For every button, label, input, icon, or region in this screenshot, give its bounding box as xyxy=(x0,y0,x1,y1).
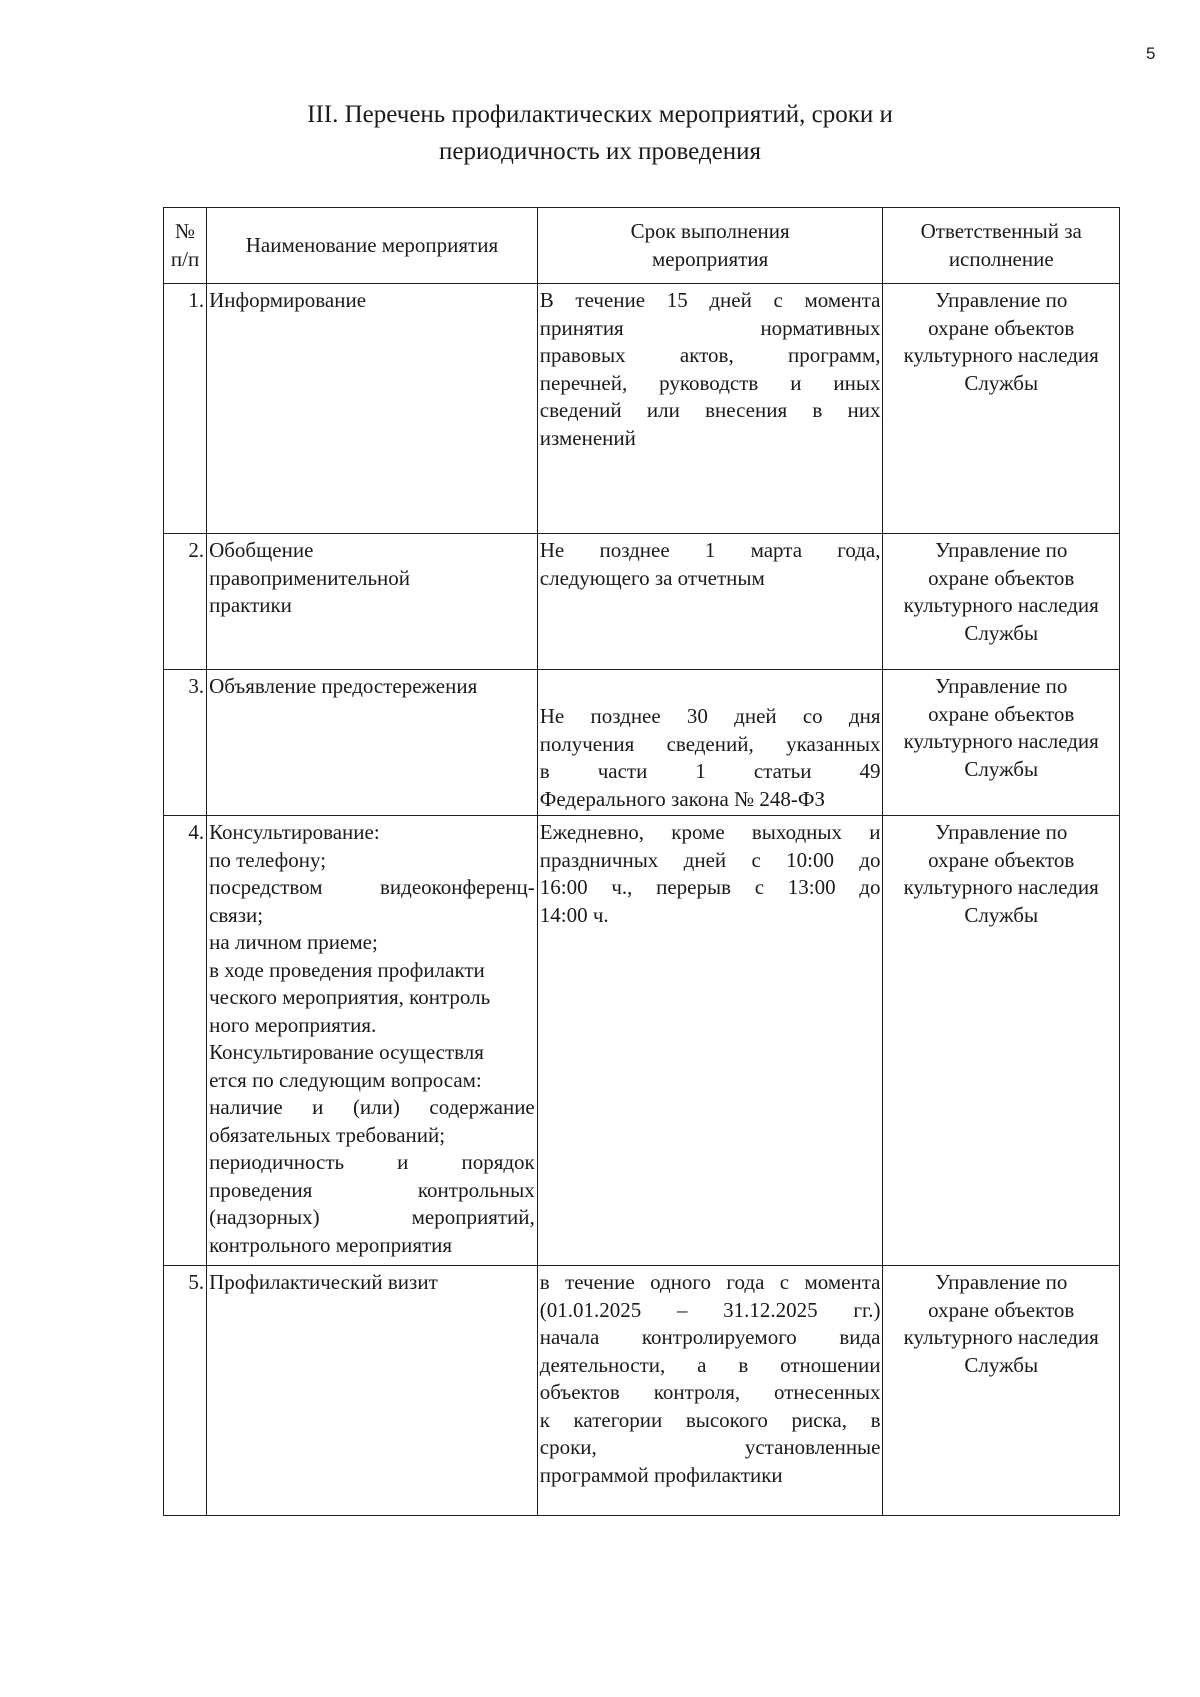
header-responsible xyxy=(883,208,1120,284)
term-line: принятия нормативных xyxy=(539,315,881,340)
responsible-line: Службы xyxy=(964,1352,1039,1377)
responsible-line: культурного наследия xyxy=(903,875,1099,899)
table-row xyxy=(164,1266,1120,1516)
term-line: объектов контроля, отнесенных xyxy=(539,1380,881,1404)
term-line: изменений xyxy=(539,425,636,450)
responsible-line: охране объектов xyxy=(928,1297,1075,1322)
row-term xyxy=(537,534,883,670)
event-name-line: Информирование xyxy=(209,288,367,312)
table-header-row xyxy=(164,208,1120,284)
responsible-line: охране объектов xyxy=(928,315,1075,340)
section-title-line-1: III. Перечень профилактических мероприятий, сроки и xyxy=(307,101,893,128)
responsible-line: Управление по xyxy=(935,820,1068,844)
responsible-line: охране объектов xyxy=(928,701,1075,726)
row-responsible xyxy=(883,1266,1120,1516)
term-line: в течение одного года с момента xyxy=(539,1270,881,1294)
row-term xyxy=(537,670,883,816)
row-responsible xyxy=(883,284,1120,534)
term-line: программой профилактики xyxy=(539,1462,783,1487)
row-event-name xyxy=(207,670,538,816)
header-term-line-2: мероприятия xyxy=(651,246,769,271)
responsible-line: охране объектов xyxy=(928,847,1075,872)
table-row xyxy=(164,284,1120,534)
event-name-line: ческого мероприятия, контроль xyxy=(209,985,491,1009)
term-line: к категории высокого риска, в xyxy=(539,1407,881,1432)
responsible-line: культурного наследия xyxy=(903,593,1099,617)
term-line: В течение 15 дней с момента xyxy=(539,288,881,312)
event-name-line: правоприменительной xyxy=(209,565,411,590)
row-number: 2. xyxy=(164,534,207,670)
event-name-line: связи; xyxy=(209,902,264,927)
event-name-line: практики xyxy=(209,593,292,617)
term-line: начала контролируемого вида xyxy=(539,1325,881,1349)
event-name-line: обязательных требований; xyxy=(209,1122,446,1147)
term-line: деятельности, а в отношении xyxy=(539,1352,881,1377)
row-number: 1. xyxy=(164,284,207,534)
responsible-line: Управление по xyxy=(935,288,1068,312)
event-name-line: Консультирование: xyxy=(209,820,380,844)
term-line: Не позднее 30 дней со дня xyxy=(539,704,881,728)
responsible-line: культурного наследия xyxy=(903,343,1099,367)
event-name-line: контрольного мероприятия xyxy=(209,1232,453,1257)
responsible-line: культурного наследия xyxy=(903,729,1099,753)
responsible-line: Управление по xyxy=(935,538,1068,562)
row-event-name xyxy=(207,284,538,534)
event-name-line: ется по следующим вопросам: xyxy=(209,1067,482,1092)
term-line: (01.01.2025 – 31.12.2025 гг.) xyxy=(539,1297,881,1322)
term-line: сроки, установленные xyxy=(539,1435,881,1459)
term-line: 14:00 ч. xyxy=(539,902,609,927)
row-number: 3. xyxy=(164,670,207,816)
row-responsible xyxy=(883,534,1120,670)
header-number xyxy=(164,208,207,284)
table-row xyxy=(164,816,1120,1266)
table-row xyxy=(164,534,1120,670)
responsible-line: охране объектов xyxy=(928,565,1075,590)
events-table xyxy=(163,207,1120,1516)
row-event-name xyxy=(207,534,538,670)
row-number: 5. xyxy=(164,1266,207,1516)
event-name-line: проведения контрольных xyxy=(209,1177,535,1202)
term-line: праздничных дней с 10:00 до xyxy=(539,847,881,872)
header-name xyxy=(207,208,538,284)
row-term xyxy=(537,284,883,534)
event-name-line: Объявление предостережения xyxy=(209,674,478,698)
responsible-line: культурного наследия xyxy=(903,1325,1099,1349)
responsible-line: Службы xyxy=(964,370,1039,395)
responsible-line: Управление по xyxy=(935,674,1068,698)
page-number: 5 xyxy=(1146,44,1156,63)
row-event-name xyxy=(207,1266,538,1516)
section-title xyxy=(160,96,1040,170)
header-term-line-1: Срок выполнения xyxy=(630,219,790,243)
term-line: правовых актов, программ, xyxy=(539,343,881,367)
event-name-line: в ходе проведения профилакти xyxy=(209,957,485,982)
term-line: Федерального закона № 248-ФЗ xyxy=(539,786,825,811)
header-number-line-1: № xyxy=(175,219,196,243)
section-title-line-2: периодичность их проведения xyxy=(439,138,761,165)
responsible-line: Управление по xyxy=(935,1270,1068,1294)
row-term xyxy=(537,1266,883,1516)
table-row xyxy=(164,670,1120,816)
responsible-line: Службы xyxy=(964,902,1039,927)
event-name-line: посредством видеоконференц- xyxy=(209,875,535,899)
header-responsible-line-1: Ответственный за xyxy=(920,219,1082,243)
event-name-line: наличие и (или) содержание xyxy=(209,1095,535,1119)
term-line: Не позднее 1 марта года, xyxy=(539,538,881,562)
row-responsible xyxy=(883,670,1120,816)
row-responsible xyxy=(883,816,1120,1266)
header-number-line-2: п/п xyxy=(170,246,200,271)
term-line: получения сведений, указанных xyxy=(539,731,881,756)
responsible-line: Службы xyxy=(964,756,1039,781)
event-name-line: (надзорных) мероприятий, xyxy=(209,1205,535,1229)
header-name-text: Наименование мероприятия xyxy=(245,232,499,257)
term-line: сведений или внесения в них xyxy=(539,398,881,422)
term-line: в части 1 статьи 49 xyxy=(539,759,881,783)
term-line: Ежедневно, кроме выходных и xyxy=(539,820,881,844)
event-name-line: Обобщение xyxy=(209,538,314,562)
event-name-line: ного мероприятия. xyxy=(209,1012,377,1037)
row-event-name xyxy=(207,816,538,1266)
event-name-line: по телефону; xyxy=(209,847,327,872)
header-term xyxy=(537,208,883,284)
term-line: 16:00 ч., перерыв с 13:00 до xyxy=(539,875,881,899)
term-line: перечней, руководств и иных xyxy=(539,370,881,395)
row-term xyxy=(537,816,883,1266)
term-line: следующего за отчетным xyxy=(539,565,765,590)
event-name-line: на личном приеме; xyxy=(209,930,378,954)
row-number: 4. xyxy=(164,816,207,1266)
event-name-line: Профилактический визит xyxy=(209,1270,438,1294)
event-name-line: периодичность и порядок xyxy=(209,1150,535,1174)
header-responsible-line-2: исполнение xyxy=(948,246,1054,271)
responsible-line: Службы xyxy=(964,620,1039,645)
event-name-line: Консультирование осуществля xyxy=(209,1040,484,1064)
